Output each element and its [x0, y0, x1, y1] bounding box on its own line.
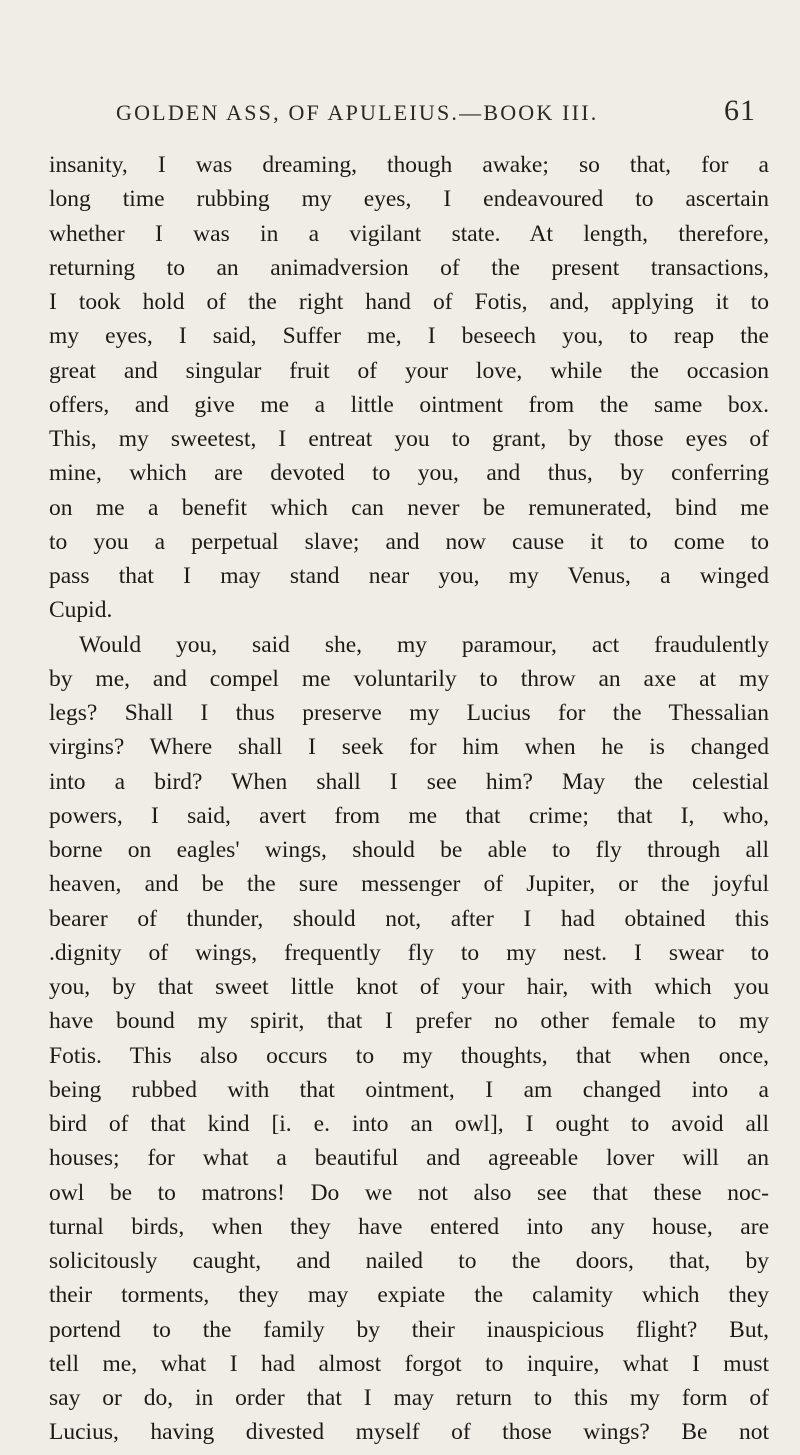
text-line: legs? Shall I thus preserve my Lucius for the Thessalian: [49, 700, 769, 726]
text-line: on me a benefit which can never be remunerated, bind me: [49, 494, 769, 521]
running-head: [116, 94, 756, 127]
text-line: Fotis. This also occurs to my thoughts, that when once,: [49, 1042, 769, 1069]
text-line: tell me, what I had almost forgot to inquire, what I must: [49, 1350, 769, 1377]
text-line: long time rubbing my eyes, I endeavoured to ascertain: [49, 186, 769, 213]
text-line: their torments, they may expiate the calamity which they: [49, 1282, 769, 1309]
text-line: pass that I may stand near you, my Venus, a winged: [49, 563, 769, 589]
running-title: GOLDEN ASS, OF APULEIUS.—BOOK III.: [116, 100, 599, 125]
text-line: houses; for what a beautiful and agreeable lover will an: [49, 1145, 769, 1172]
text-line: borne on eagles' wings, should be able to fly through all: [49, 837, 769, 863]
text-line: you, by that sweet little knot of your hair, with which you: [49, 974, 769, 1000]
text-line: .dignity of wings, frequently fly to my nest. I swear to: [49, 939, 769, 966]
text-line: Lucius, having divested myself of those wings? Be not: [49, 1419, 769, 1446]
text-line: turnal birds, when they have entered into any house, are: [49, 1213, 769, 1240]
text-line: owl be to matrons! Do we not also see that these noc-: [49, 1179, 769, 1206]
body-text: [49, 148, 769, 1450]
text-line: heaven, and be the sure messenger of Jupiter, or the joyful: [49, 871, 769, 898]
text-line: virgins? Where shall I seek for him when he is changed: [49, 734, 769, 761]
text-line: into a bird? When shall I see him? May the celestial: [49, 768, 769, 795]
text-line: I took hold of the right hand of Fotis, and, applying it to: [49, 289, 769, 315]
paragraph-first-line: Would you, said she, my paramour, act fraudulently: [79, 631, 769, 658]
text-line: have bound my spirit, that I prefer no other female to my: [49, 1008, 769, 1035]
text-line: mine, which are devoted to you, and thus, by conferring: [49, 460, 769, 487]
text-line: powers, I said, avert from me that crime; that I, who,: [49, 802, 769, 829]
text-line: Cupid.: [49, 597, 113, 624]
text-line: being rubbed with that ointment, I am changed into a: [49, 1076, 769, 1103]
text-line: say or do, in order that I may return to this my form of: [49, 1385, 769, 1411]
text-line: to you a perpetual slave; and now cause it to come to: [49, 528, 769, 555]
text-line: by me, and compel me voluntarily to throw an axe at my: [49, 665, 769, 692]
text-line: my eyes, I said, Suffer me, I beseech you, to reap the: [49, 323, 769, 350]
text-line: bearer of thunder, should not, after I had obtained this: [49, 905, 769, 932]
text-line: whether I was in a vigilant state. At length, therefore,: [49, 220, 769, 247]
text-line: offers, and give me a little ointment from the same box.: [49, 391, 769, 418]
page-number: 61: [724, 94, 756, 127]
text-line: This, my sweetest, I entreat you to grant, by those eyes of: [49, 426, 769, 452]
text-line: solicitously caught, and nailed to the doors, that, by: [49, 1248, 769, 1274]
text-line: portend to the family by their inauspicious flight? But,: [49, 1316, 769, 1343]
text-line: insanity, I was dreaming, though awake; so that, for a: [49, 152, 769, 178]
text-line: bird of that kind [i. e. into an owl], I ought to avoid all: [49, 1111, 769, 1137]
text-line: great and singular fruit of your love, while the occasion: [49, 357, 769, 384]
text-line: returning to an animadversion of the present transactions,: [49, 254, 769, 281]
